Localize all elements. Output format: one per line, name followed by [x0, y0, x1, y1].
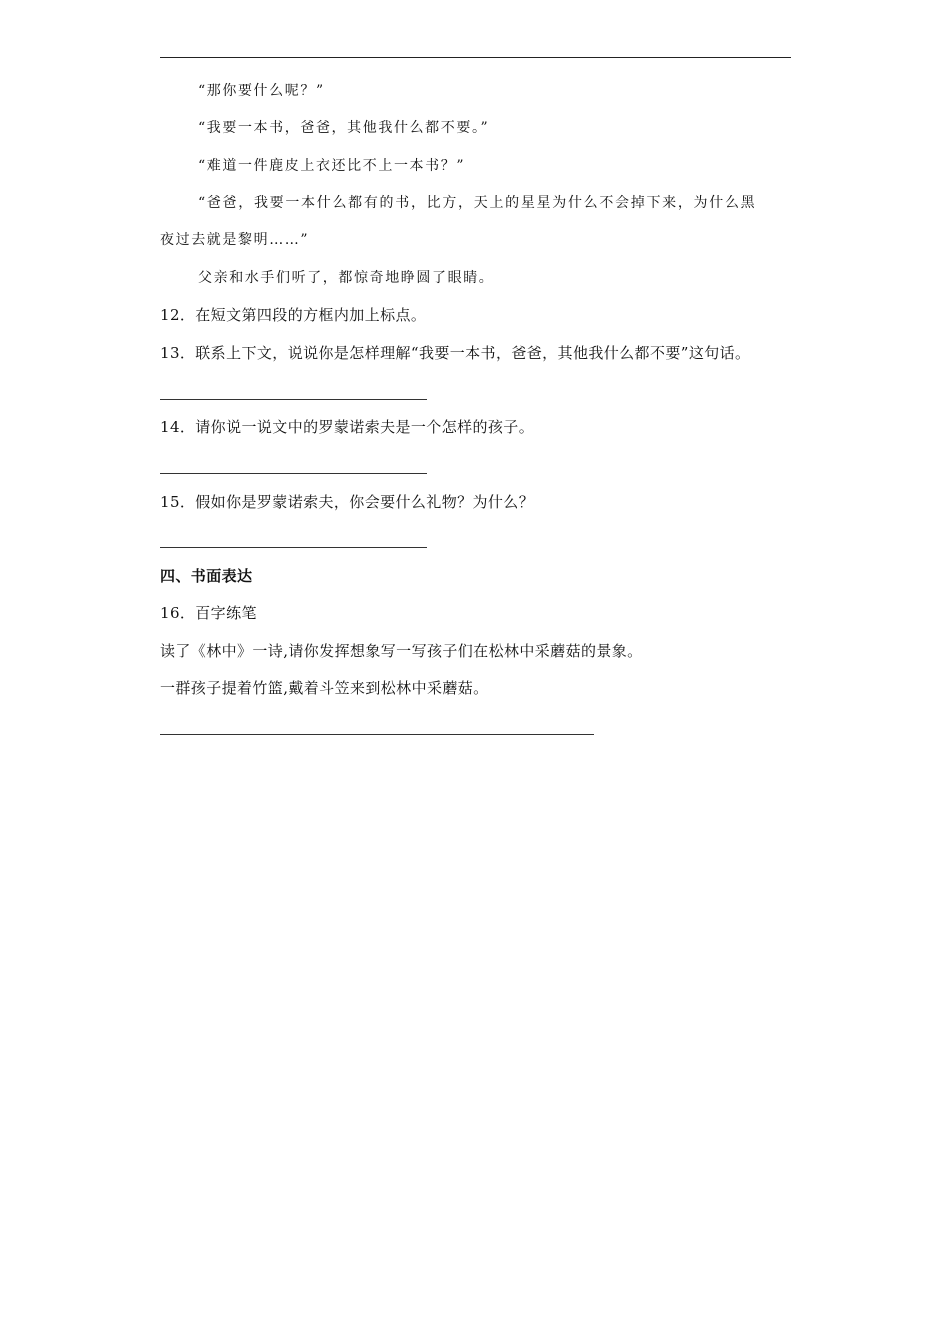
- passage-line-3: “难道一件鹿皮上衣还比不上一本书？”: [198, 158, 466, 174]
- passage-line-5: 夜过去就是黎明……”: [160, 232, 310, 248]
- passage-line-1: “那你要什么呢？”: [198, 83, 325, 99]
- writing-starter: 一群孩子提着竹篮,戴着斗笠来到松林中采蘑菇。: [160, 679, 489, 697]
- question-13: 13．联系上下文，说说你是怎样理解“我要一本书，爸爸，其他我什么都不要”这句话。: [160, 344, 751, 362]
- answer-line-15[interactable]: [160, 547, 427, 548]
- question-15: 15．假如你是罗蒙诺索夫，你会要什么礼物？为什么？: [160, 493, 535, 511]
- question-16: 16．百字练笔: [160, 604, 257, 622]
- answer-line-13[interactable]: [160, 399, 427, 400]
- passage-line-4: “爸爸，我要一本什么都有的书，比方，天上的星星为什么不会掉下来，为什么黑: [198, 195, 757, 211]
- passage-line-2: “我要一本书，爸爸，其他我什么都不要。”: [198, 120, 490, 136]
- section-heading: 四、书面表达: [160, 567, 253, 585]
- answer-line-14[interactable]: [160, 473, 427, 474]
- header-rule: [160, 57, 791, 58]
- answer-line-16[interactable]: [160, 734, 594, 735]
- question-12: 12．在短文第四段的方框内加上标点。: [160, 306, 427, 324]
- question-14: 14．请你说一说文中的罗蒙诺索夫是一个怎样的孩子。: [160, 418, 535, 436]
- writing-prompt: 读了《林中》一诗,请你发挥想象写一写孩子们在松林中采蘑菇的景象。: [160, 642, 643, 660]
- passage-line-6: 父亲和水手们听了，都惊奇地睁圆了眼睛。: [198, 270, 495, 286]
